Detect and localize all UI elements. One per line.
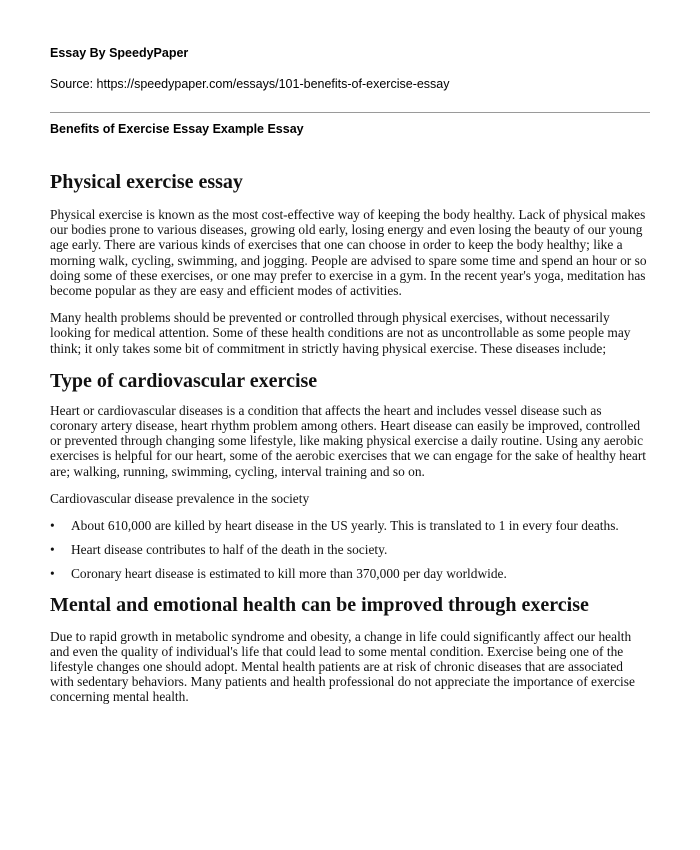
- document-title: Benefits of Exercise Essay Example Essay: [50, 122, 304, 136]
- heading-mental-health: Mental and emotional health can be improved through exercise: [50, 593, 589, 616]
- bullet-icon: •: [50, 518, 55, 534]
- list-item: [50, 566, 650, 581]
- list-item-text: Heart disease contributes to half of the death in the society.: [71, 542, 388, 558]
- bullet-icon: •: [50, 566, 55, 582]
- paragraph-mental-1: Due to rapid growth in metabolic syndrome and obesity, a change in life could significantly affect our health and even the quality of individual's life that could lead to some mental condition. Exercise being one of the lifestyle changes one should adopt. Mental health patients are at risk of chronic diseases that are associated with sedentary behaviors. Many patients and health professional do not appreciate the importance of exercise concerning mental health.: [50, 628, 635, 705]
- list-item-text: Coronary heart disease is estimated to kill more than 370,000 per day worldwide.: [71, 566, 507, 582]
- paragraph-prevalence: Cardiovascular disease prevalence in the society: [50, 490, 310, 506]
- paragraph-physical-1: Physical exercise is known as the most cost-effective way of keeping the body healthy. Lack of physical makes our bodies prone to various diseases, growing old early, losing energy and even losing the beauty of our young age early. There are various kinds of exercises that one can choose in order to keep the body healthy; like a morning walk, cycling, swimming, and jogging. People are advised to spare some time and spend an hour or so doing some of these exercises, or one may prefer to exercise in a gym. In the recent year's yoga, meditation has become popular as they are easy and efficient modes of activities.: [50, 207, 647, 299]
- document-header: [50, 0, 650, 136]
- list-item: [50, 542, 650, 557]
- bullet-list-prevalence: [50, 518, 650, 582]
- list-item-text: About 610,000 are killed by heart disease in the US yearly. This is translated to 1 in every four deaths.: [71, 518, 619, 534]
- essay-by-label: Essay By SpeedyPaper: [50, 46, 189, 60]
- header-divider: [50, 112, 650, 113]
- heading-physical-exercise: Physical exercise essay: [50, 171, 243, 193]
- heading-cardiovascular-exercise: Type of cardiovascular exercise: [50, 369, 318, 392]
- bullet-icon: •: [50, 542, 55, 558]
- source-line: Source: https://speedypaper.com/essays/101-benefits-of-exercise-essay: [50, 77, 450, 91]
- paragraph-cardio-1: Heart or cardiovascular diseases is a condition that affects the heart and includes vessel disease such as coronary artery disease, heart rhythm problem among others. Heart disease can easily be improved, controlled or prevented through changing some lifestyle, like making physical exercise a daily routine. Using any aerobic exercises is helpful for our heart, some of the aerobic exercises that we can engage for the sake of healthy heart are; walking, running, swimming, cycling, interval training and so on.: [50, 402, 646, 479]
- list-item: [50, 518, 650, 533]
- paragraph-physical-2: Many health problems should be prevented or controlled through physical exercises, without necessarily looking for medical attention. Some of these health conditions are not as uncontrollable as some people may think; it only takes some bit of commitment in strictly having physical exercise. These diseases include;: [50, 310, 631, 356]
